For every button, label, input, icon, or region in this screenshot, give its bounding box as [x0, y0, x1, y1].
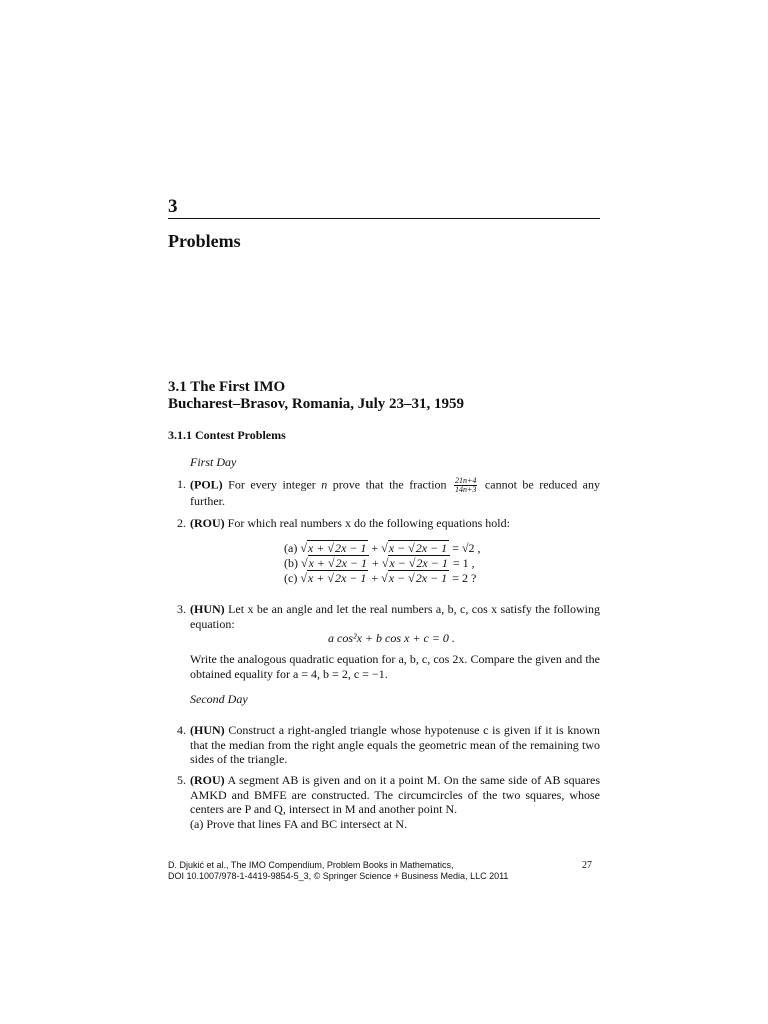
- equation-rhs: = 1 ,: [452, 556, 475, 570]
- footer-citation: [168, 860, 508, 882]
- fraction: [454, 477, 477, 494]
- problem-5: [168, 773, 600, 817]
- problem-text: Construct a right-angled triangle whose hypotenuse c is given if it is known that the median from the right angle equals the geometric mean of the remaining two sides of the triangle.: [190, 723, 601, 766]
- second-day-label: Second Day: [190, 692, 248, 706]
- section-title: 3.1 The First IMO: [168, 379, 286, 395]
- problem-number: 5.: [177, 773, 186, 787]
- problem-number: 3.: [177, 602, 186, 616]
- problem-text: cannot be reduced any further.: [190, 477, 601, 508]
- equation-a: (a) √x + √2x − 1 + √x − √2x − 1 = √2 ,: [284, 541, 481, 555]
- problem-text: For which real numbers x do the following equations hold:: [227, 516, 510, 530]
- first-day-label: First Day: [190, 455, 237, 469]
- problem-3-continued: Write the analogous quadratic equation for a, b, c, cos 2x. Compare the given and the obtained equality for a = 4, b = 2, c = −1.: [190, 652, 600, 681]
- problem-text: prove that the fraction: [327, 477, 453, 492]
- equation-block: [284, 541, 481, 586]
- problem-number: 1.: [177, 477, 186, 491]
- page-number: 27: [582, 860, 592, 871]
- problem-2: [168, 516, 600, 531]
- equation-label: (b): [284, 556, 298, 570]
- footer-line-1: D. Djukić et al., The IMO Compendium, Problem Books in Mathematics,: [168, 860, 454, 870]
- country-tag: (HUN): [190, 723, 225, 737]
- equation-c: (c) √x + √2x − 1 + √x − √2x − 1 = 2 ?: [284, 571, 477, 585]
- country-tag: (HUN): [190, 602, 225, 616]
- problem-text: A segment AB is given and on it a point M. On the same side of AB squares AMKD and BMFE are constructed. The circumcircles of the two squares, whose centers are P and Q, intersect in M and another point N.: [190, 773, 600, 816]
- equation-rhs: = √2 ,: [452, 541, 481, 555]
- country-tag: (ROU): [190, 773, 225, 787]
- equation: a cos²x + b cos x + c = 0 .: [328, 631, 455, 645]
- chapter-number: 3: [168, 196, 178, 217]
- section-heading: [168, 379, 464, 413]
- chapter-rule: [168, 218, 600, 219]
- problem-text: Let x be an angle and let the real numbers a, b, c, cos x satisfy the following equation:: [190, 602, 600, 631]
- equation-label: (a): [284, 541, 298, 555]
- problem-5-item-a: (a) Prove that lines FA and BC intersect at N.: [190, 817, 408, 831]
- problem-number: 2.: [177, 516, 186, 530]
- problem-4: [168, 723, 600, 767]
- variable: n: [321, 477, 328, 492]
- problem-1: [168, 477, 600, 509]
- footer-line-2: DOI 10.1007/978-1-4419-9854-5_3, © Springer Science + Business Media, LLC 2011: [168, 871, 509, 881]
- section-subtitle: Bucharest–Brasov, Romania, July 23–31, 1959: [168, 396, 464, 412]
- problem-text: For every integer: [228, 477, 322, 492]
- chapter-title: Problems: [168, 231, 241, 251]
- subsection-title: 3.1.1 Contest Problems: [168, 428, 286, 442]
- problem-number: 4.: [177, 723, 186, 737]
- equation-rhs: = 2 ?: [452, 571, 477, 585]
- country-tag: (POL): [190, 477, 223, 492]
- fraction-denominator: 14n+3: [455, 485, 477, 494]
- equation-label: (c): [284, 571, 298, 585]
- equation-b: (b) √x + √2x − 1 + √x − √2x − 1 = 1 ,: [284, 556, 475, 570]
- country-tag: (ROU): [190, 516, 225, 530]
- problem-3: [168, 602, 600, 631]
- fraction-numerator: 21n+4: [455, 476, 477, 485]
